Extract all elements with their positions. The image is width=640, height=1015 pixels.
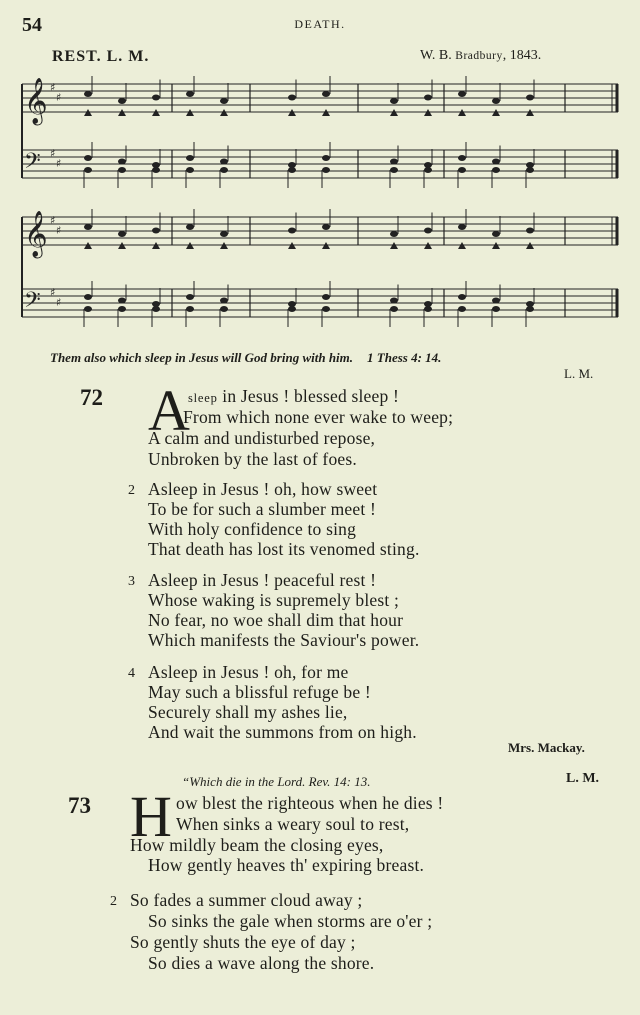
note-head (526, 95, 534, 101)
hymn-72-line: No fear, no woe shall dim that hour (148, 610, 404, 630)
key-signature-sharp: ♯ (50, 147, 56, 160)
note-head (84, 167, 92, 173)
hymn-72-line: Whose waking is supremely blest ; (148, 590, 400, 610)
hymn-72-line: Asleep in Jesus ! oh, for me (148, 662, 349, 682)
page-number: 54 (22, 14, 42, 36)
note-head (84, 294, 92, 300)
note-head (526, 306, 534, 312)
note-head (84, 306, 92, 312)
scripture-epigraph-1 (50, 350, 441, 366)
note-head (390, 306, 398, 312)
hymn-72-line: With holy confidence to sing (148, 519, 357, 539)
hymn-72-line-1 (188, 386, 399, 407)
note-head (390, 98, 398, 104)
note-head (390, 298, 398, 304)
note-head (186, 306, 194, 312)
note-head (118, 306, 126, 312)
hymn-73-line: ow blest the righteous when he dies ! (176, 793, 444, 813)
note-head (186, 155, 194, 161)
note-head (84, 91, 92, 97)
note-head (322, 294, 330, 300)
hymn-72-line: Which manifests the Saviour's power. (148, 630, 420, 650)
hymn-72-line: That death has lost its venomed sting. (148, 539, 420, 559)
note-head (458, 294, 466, 300)
hymn-73-line: When sinks a weary soul to rest, (176, 814, 410, 834)
note-head (152, 306, 160, 312)
note-head (220, 167, 228, 173)
hymn-72-line: To be for such a slumber meet ! (148, 499, 377, 519)
note-head (220, 159, 228, 165)
composer (420, 48, 541, 64)
hymn-73-line: So fades a summer cloud away ; (130, 890, 363, 910)
hymn-73-line: How gently heaves th' expiring breast. (148, 855, 425, 875)
note-head (492, 159, 500, 165)
composer-surname: Bradbury (455, 50, 503, 62)
note-head (84, 224, 92, 230)
tune-name: REST. L. M. (52, 48, 150, 65)
note-head (288, 306, 296, 312)
composer-initials: W. B. (420, 48, 452, 63)
note-head (492, 98, 500, 104)
scripture-epigraph-2: “Which die in the Lord. Rev. 14: 13. (182, 774, 371, 789)
note-head (458, 91, 466, 97)
scripture-reference-1: 1 Thess 4: 14. (367, 350, 442, 365)
note-head (84, 155, 92, 161)
key-signature-sharp: ♯ (56, 91, 62, 104)
note-head (118, 159, 126, 165)
note-head (322, 167, 330, 173)
bass-clef-icon: 𝄢 (24, 288, 41, 318)
note-head (458, 167, 466, 173)
note-head (152, 95, 160, 101)
verse-number: 2 (128, 483, 135, 498)
note-head (152, 228, 160, 234)
hymn-number-72: 72 (80, 385, 103, 410)
note-head (322, 91, 330, 97)
bass-clef-icon: 𝄢 (24, 149, 41, 179)
note-head (492, 306, 500, 312)
key-signature-sharp: ♯ (50, 286, 56, 299)
note-head (118, 231, 126, 237)
hymn-72-line-4: Unbroken by the last of foes. (148, 449, 357, 469)
hymn-72-first-word: sleep (188, 391, 218, 405)
note-head (390, 231, 398, 237)
hymn-73-line: So gently shuts the eye of day ; (130, 932, 356, 952)
note-head (220, 298, 228, 304)
note-head (492, 298, 500, 304)
verse-number: 2 (110, 894, 117, 909)
meter-label-2: L. M. (566, 771, 600, 786)
section-title: DEATH. (294, 17, 346, 31)
drop-cap-73: H (130, 784, 172, 849)
note-head (424, 306, 432, 312)
note-head (458, 306, 466, 312)
note-head (424, 228, 432, 234)
note-head (458, 155, 466, 161)
note-head (220, 98, 228, 104)
drop-cap-72: A (148, 378, 190, 443)
music-score-system-2 (0, 205, 640, 340)
note-head (322, 224, 330, 230)
key-signature-sharp: ♯ (50, 214, 56, 227)
note-head (390, 167, 398, 173)
note-head (322, 155, 330, 161)
hymn-72-line: Asleep in Jesus ! peaceful rest ! (148, 570, 377, 590)
note-head (186, 294, 194, 300)
key-signature-sharp: ♯ (56, 224, 62, 237)
hymn-73-line: So dies a wave along the shore. (148, 953, 375, 973)
hymn-72-line-3: A calm and undisturbed repose, (148, 428, 376, 448)
hymn-72-line-1-text: in Jesus ! blessed sleep ! (217, 386, 400, 406)
hymn-72-line: Securely shall my ashes lie, (148, 702, 348, 722)
note-head (220, 231, 228, 237)
hymn-72-line: Asleep in Jesus ! oh, how sweet (148, 479, 378, 499)
hymn-73-line: So sinks the gale when storms are o'er ; (148, 911, 433, 931)
meter-label-1: L. M. (564, 366, 594, 381)
note-head (186, 91, 194, 97)
scripture-text-1: Them also which sleep in Jesus will God bring with him. (50, 350, 354, 365)
key-signature-sharp: ♯ (56, 296, 62, 309)
note-head (186, 224, 194, 230)
hymn-72-author: Mrs. Mackay. (508, 740, 585, 755)
hymn-72-line: May such a blissful refuge be ! (148, 682, 371, 702)
composer-year: , 1843. (502, 48, 542, 63)
note-head (424, 95, 432, 101)
music-score-system-1 (0, 70, 640, 190)
key-signature-sharp: ♯ (50, 81, 56, 94)
verse-number: 3 (128, 574, 135, 589)
treble-clef-icon: 𝄞 (24, 211, 48, 257)
note-head (220, 306, 228, 312)
note-head (322, 306, 330, 312)
note-head (526, 167, 534, 173)
note-head (118, 167, 126, 173)
note-head (492, 167, 500, 173)
verse-number: 4 (128, 666, 135, 681)
hymn-72-line-2: From which none ever wake to weep; (183, 407, 454, 427)
note-head (458, 224, 466, 230)
note-head (526, 228, 534, 234)
note-head (186, 167, 194, 173)
note-head (152, 167, 160, 173)
hymn-number-73: 73 (68, 793, 91, 818)
key-signature-sharp: ♯ (56, 157, 62, 170)
note-head (288, 228, 296, 234)
note-head (390, 159, 398, 165)
treble-clef-icon: 𝄞 (24, 78, 48, 124)
note-head (492, 231, 500, 237)
hymn-72-line: And wait the summons from on high. (148, 722, 417, 742)
note-head (424, 167, 432, 173)
hymn-73-line: How mildly beam the closing eyes, (130, 835, 384, 855)
note-head (118, 98, 126, 104)
note-head (288, 95, 296, 101)
note-head (118, 298, 126, 304)
note-head (288, 167, 296, 173)
